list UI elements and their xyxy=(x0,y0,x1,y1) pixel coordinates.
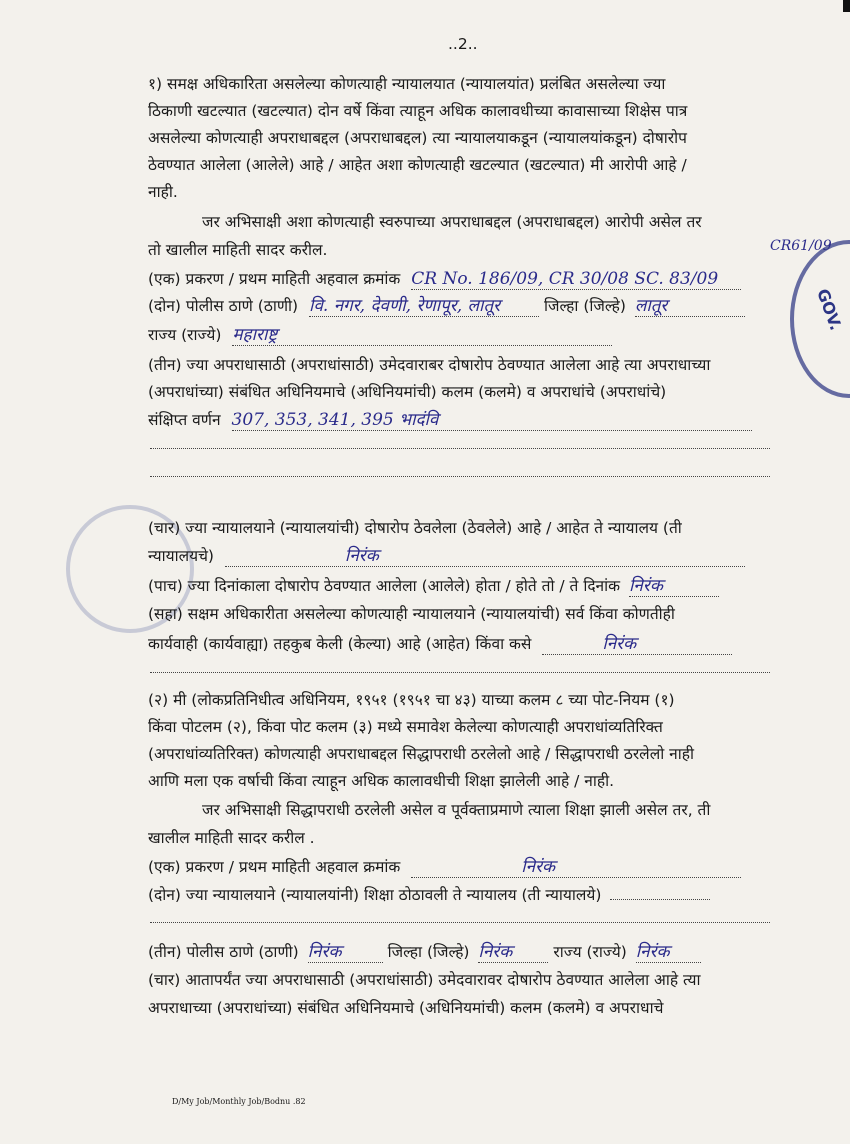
item-a3-line2: (अपराधांच्या) संबंधित अधिनियमाचे (अधिनियमांची) कलम (कलमे) व अपराधांचे (अपराधांचे) xyxy=(148,383,667,401)
item-a6-line1: (सहा) सक्षम अधिकारीता असलेल्या कोणत्याही न्यायालयाने (न्यायालयांची) सर्व किंवा कोणतीही xyxy=(148,605,675,623)
para-q2b-line2: खालील माहिती सादर करील . xyxy=(148,829,315,847)
handwritten-nil-b3-state: निरंक xyxy=(636,942,701,963)
para-q2-line1: (२) मी (लोकप्रतिनिधीत्व अधिनियम, १९५१ (१९५१ चा ४३) याच्या कलम ८ च्या पोट-नियम (१) xyxy=(148,691,675,709)
item-a4-line2 xyxy=(148,546,745,567)
item-b1 xyxy=(148,857,741,878)
item-b3 xyxy=(148,942,701,963)
para1-line2: ठिकाणी खटल्यात (खटल्यात) दोन वर्षे किंवा त्याहून अधिक कालावधीच्या कावासाच्या शिक्षेस पात्र xyxy=(148,102,688,120)
para2-line1: जर अभिसाक्षी अशा कोणत्याही स्वरुपाच्या अपराधाबद्दल (अपराधाबद्दल) आरोपी असेल तर xyxy=(202,213,702,231)
blank-line-4 xyxy=(150,922,770,923)
item-a3-line1: (तीन) ज्या अपराधासाठी (अपराधांसाठी) उमेदवाराबर दोषारोप ठेवण्यात आलेला आहे त्या अपराधाच्या xyxy=(148,356,711,374)
para1-line3: असलेल्या कोणत्याही अपराधाबद्दल (अपराधाबद्दल) त्या न्यायालयाकडून (न्यायालयांकडून) दोषारोप xyxy=(148,129,687,147)
corner-mark xyxy=(843,0,850,12)
item-a2 xyxy=(148,296,745,317)
para-q2-line4: आणि मला एक वर्षाची किंवा त्याहून अधिक कालावधीची शिक्षा झालेली आहे / नाही. xyxy=(148,772,615,790)
item-a2-state-label: राज्य (राज्ये) xyxy=(148,326,222,344)
handwritten-case-no: CR No. 186/09, CR 30/08 SC. 83/09 xyxy=(411,269,741,290)
item-a5 xyxy=(148,576,719,597)
blank-line-2 xyxy=(150,476,770,477)
handwritten-sections: 307, 353, 341, 395 भादंवि xyxy=(232,410,752,431)
item-b1-label: (एक) प्रकरण / प्रथम माहिती अहवाल क्रमांक xyxy=(148,858,401,876)
handwritten-district: लातूर xyxy=(635,296,745,317)
para-q2-line3: (अपराधांव्यतिरिक्त) कोणत्याही अपराधाबद्दल सिद्धापराधी ठरलेलो आहे / सिद्धापराधी ठरलेलो नाही xyxy=(148,745,695,763)
handwritten-nil-b3-station: निरंक xyxy=(308,942,383,963)
blank-line-1 xyxy=(150,448,770,449)
blank-line-3 xyxy=(150,672,770,673)
para1-line1: १) समक्ष अधिकारिता असलेल्या कोणत्याही न्यायालयात (न्यायालयांत) प्रलंबित असलेल्या ज्या xyxy=(148,75,666,93)
item-b3-state-label: राज्य (राज्ये) xyxy=(553,943,627,961)
item-a5-label: (पाच) ज्या दिनांकाला दोषारोप ठेवण्यात आलेला (आलेले) होता / होते तो / ते दिनांक xyxy=(148,577,621,595)
handwritten-nil-a5: निरंक xyxy=(629,576,719,597)
item-b4-line1: (चार) आतापर्यंत ज्या अपराधासाठी (अपराधांसाठी) उमेदवारावर दोषारोप ठेवण्यात आलेला आहे त्या xyxy=(148,971,701,989)
item-a1 xyxy=(148,269,741,290)
handwritten-nil-b1: निरंक xyxy=(411,857,741,878)
handwritten-nil-a6: निरंक xyxy=(542,634,732,655)
para1-line4: ठेवण्यात आलेला (आलेले) आहे / आहेत अशा कोणत्याही खटल्यात (खटल्यात) मी आरोपी आहे / xyxy=(148,156,687,174)
item-a3-line3 xyxy=(148,410,752,431)
para1-line5: नाही. xyxy=(148,183,178,201)
item-a6-label: कार्यवाही (कार्यवाह्या) तहकुब केली (केल्या) आहे (आहेत) किंवा कसे xyxy=(148,635,532,653)
handwritten-nil-a4: निरंक xyxy=(225,546,745,567)
para-q2b-line1: जर अभिसाक्षी सिद्धापराधी ठरलेली असेल व पूर्वक्ताप्रमाणे त्याला शिक्षा झाली असेल तर, ती xyxy=(202,801,711,819)
item-a4-line1: (चार) ज्या न्यायालयाने (न्यायालयांची) दोषारोप ठेवलेला (ठेवलेले) आहे / आहेत ते न्यायालय (ती xyxy=(148,519,682,537)
item-b2-label: (दोन) ज्या न्यायालयाने (न्यायालयांनी) शिक्षा ठोठावली ते न्यायालय (ती न्यायालये) xyxy=(148,886,602,904)
footer-path: D/My Job/Monthly Job/Bodnu .82 xyxy=(172,1097,306,1106)
handwritten-case-margin: CR61/09 xyxy=(770,238,832,254)
item-a2-district-label: जिल्हा (जिल्हे) xyxy=(543,297,626,315)
handwritten-nil-b3-district: निरंक xyxy=(478,942,548,963)
item-b3-district-label: जिल्हा (जिल्हे) xyxy=(387,943,470,961)
item-b2-blank xyxy=(610,885,710,900)
handwritten-state: महाराष्ट्र xyxy=(232,325,612,346)
item-b2 xyxy=(148,885,710,905)
item-b3-label: (तीन) पोलीस ठाणे (ठाणी) xyxy=(148,943,299,961)
item-a3-label: संक्षिप्त वर्णन xyxy=(148,411,221,429)
para-q2-line2: किंवा पोटलम (२), किंवा पोट कलम (३) मध्ये समावेश केलेल्या कोणत्याही अपराधांव्यतिरिक्त xyxy=(148,718,663,736)
item-a4-label: न्यायालयचे) xyxy=(148,547,214,565)
item-a2-label: (दोन) पोलीस ठाणे (ठाणी) xyxy=(148,297,299,315)
item-b4-line2: अपराधाच्या (अपराधांच्या) संबंधित अधिनियमाचे (अधिनियमांची) कलम (कलमे) व अपराधाचे xyxy=(148,999,664,1017)
para2-line2: तो खालील माहिती सादर करील. xyxy=(148,241,328,259)
item-a6-line2 xyxy=(148,634,732,655)
item-a1-label: (एक) प्रकरण / प्रथम माहिती अहवाल क्रमांक xyxy=(148,270,401,288)
page-number: ..2.. xyxy=(448,35,478,53)
gov-stamp-text: GOV. xyxy=(813,286,846,333)
handwritten-police-station: वि. नगर, देवणी, रेणापूर, लातूर xyxy=(309,296,539,317)
item-a2-state xyxy=(148,325,612,346)
